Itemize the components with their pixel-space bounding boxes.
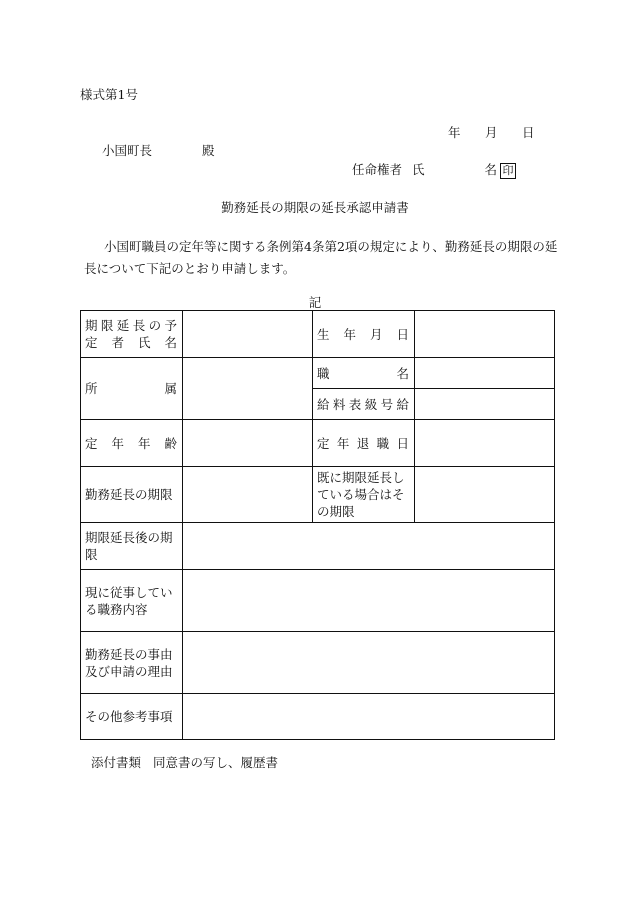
duty-label-cell — [81, 570, 183, 632]
other-value-cell[interactable] — [183, 694, 555, 740]
authority-mei: 名 — [484, 162, 498, 177]
age-label-cell — [81, 420, 183, 467]
age-label: 定年年齢 — [85, 435, 178, 451]
birth-label: 生年月日 — [317, 326, 410, 342]
birth-label-cell — [313, 311, 415, 358]
salary-label-cell — [313, 389, 415, 420]
dept-label: 所属 — [85, 381, 178, 396]
birth-value-cell[interactable] — [415, 311, 555, 358]
position-label-cell — [313, 358, 415, 389]
authority-shi: 氏 — [412, 162, 425, 177]
name-label: 期限延長の予定者氏名 — [85, 318, 178, 350]
already-label: 既に期限延長している場合はその期限 — [317, 470, 405, 519]
already-value-cell[interactable] — [415, 467, 555, 523]
position-value-cell[interactable] — [415, 358, 555, 389]
age-value-cell[interactable] — [183, 420, 313, 467]
date-month: 月 — [485, 125, 498, 140]
duty-value-cell[interactable] — [183, 570, 555, 632]
date-year: 年 — [448, 125, 461, 140]
addressee-name: 小国町長 — [102, 143, 153, 158]
attachments-value: 同意書の写し、履歴書 — [153, 755, 279, 770]
form-number: 様式第1号 — [80, 87, 138, 102]
seal-mark: 印 — [500, 163, 516, 179]
retire-label-cell — [313, 420, 415, 467]
period-label-cell — [81, 467, 183, 523]
authority-label: 任命権者 — [352, 162, 403, 177]
addressee — [102, 141, 215, 159]
date-line — [448, 123, 535, 141]
reason-value-cell[interactable] — [183, 632, 555, 694]
date-day: 日 — [522, 125, 535, 140]
period-value-cell[interactable] — [183, 467, 313, 523]
name-value-cell[interactable] — [183, 311, 313, 358]
attachments-line — [91, 753, 278, 771]
appointing-authority — [352, 160, 516, 179]
dept-label-cell — [81, 358, 183, 420]
body-text — [84, 236, 559, 280]
reason-label: 勤務延長の事由及び申請の理由 — [85, 646, 173, 679]
other-label: その他参考事項 — [85, 709, 173, 724]
reason-label-cell — [81, 632, 183, 694]
document-title: 勤務延長の期限の延長承認申請書 — [221, 200, 409, 215]
name-label-cell — [81, 311, 183, 358]
position-label: 職名 — [317, 365, 410, 381]
after-label-cell — [81, 523, 183, 570]
salary-value-cell[interactable] — [415, 389, 555, 420]
addressee-honorific: 殿 — [202, 143, 215, 158]
other-label-cell — [81, 694, 183, 740]
already-label-cell — [313, 467, 415, 523]
body-paragraph: 小国町職員の定年等に関する条例第4条第2項の規定により、勤務延長の期限の延長について下記のとおり申請します。 — [84, 239, 558, 276]
after-label: 期限延長後の期限 — [85, 530, 173, 562]
period-label: 勤務延長の期限 — [85, 487, 173, 502]
retire-value-cell[interactable] — [415, 420, 555, 467]
retire-label: 定年退職日 — [317, 435, 410, 451]
dept-value-cell[interactable] — [183, 358, 313, 420]
after-value-cell[interactable] — [183, 523, 555, 570]
duty-label: 現に従事している職務内容 — [85, 584, 173, 617]
attachments-label: 添付書類 — [91, 755, 142, 770]
application-table — [80, 310, 555, 740]
ki-heading: 記 — [308, 295, 322, 310]
salary-label: 給料表級号給 — [317, 396, 410, 412]
